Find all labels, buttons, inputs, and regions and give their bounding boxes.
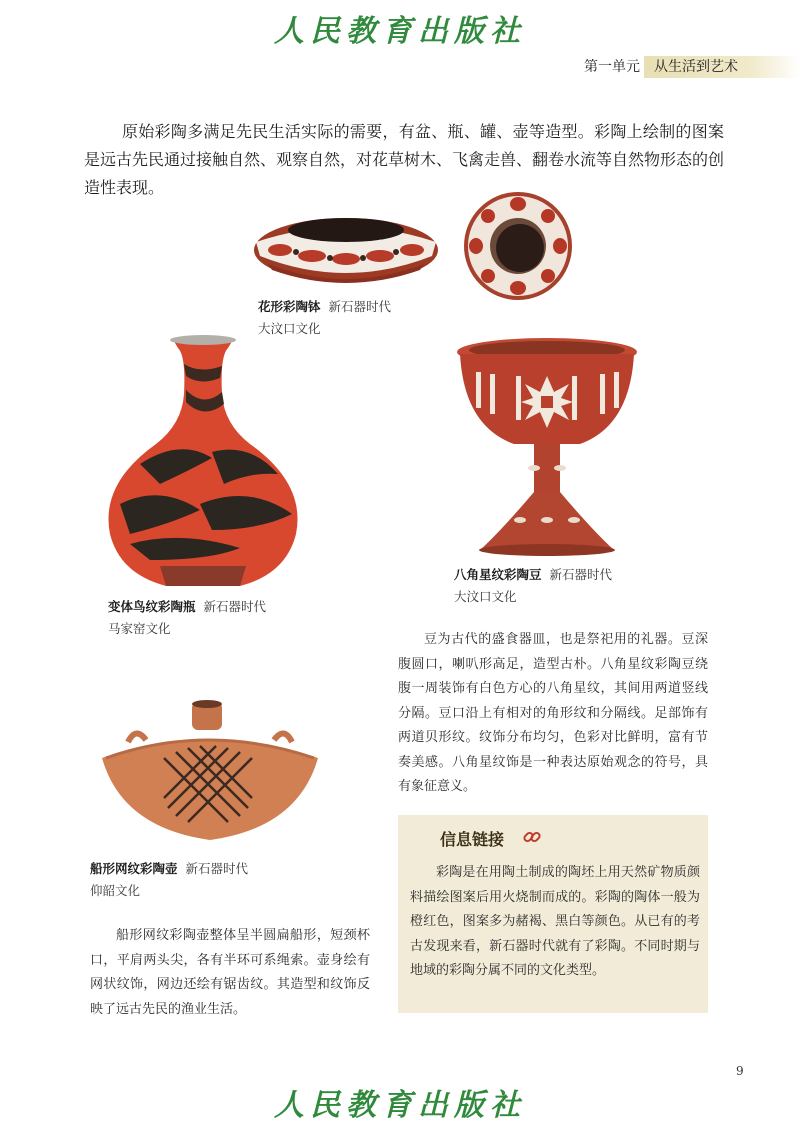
flower-bowl-top-photo xyxy=(462,190,574,302)
artifact-era: 新石器时代 xyxy=(203,599,267,614)
artifact-name: 八角星纹彩陶豆 xyxy=(454,567,542,582)
info-link-title: 信息链接 xyxy=(440,830,505,849)
boat-net-pot-photo xyxy=(98,698,322,846)
artifact-era: 新石器时代 xyxy=(328,299,392,314)
octagonal-star-dou-photo xyxy=(454,336,640,560)
publisher-logo-bottom: 人民教育出版社 xyxy=(274,1088,526,1122)
boat-description: 船形网纹彩陶壶整体呈半圆扁船形，短颈杯口，平肩两头尖，各有半环可系绳索。壶身绘有网状纹饰，网边还绘有锯齿纹。其造型和纹饰反映了远古先民的渔业生活。 xyxy=(90,928,370,1017)
artifact-name: 船形网纹彩陶壶 xyxy=(90,861,178,876)
page-number: 9 xyxy=(736,1064,744,1078)
artifact-culture: 仰韶文化 xyxy=(90,883,141,898)
bird-pattern-vase-photo xyxy=(100,334,306,592)
unit-title: 从生活到艺术 xyxy=(644,56,800,78)
info-link-text: 彩陶是在用陶土制成的陶坯上用天然矿物质颜料描绘图案后用火烧制而成的。彩陶的陶体一般为橙红色，图案多为赭褐、黑白等颜色。从已有的考古发现来看，新石器时代就有了彩陶。不同时期与地域的彩陶分属不同的文化类型。 xyxy=(410,865,700,978)
artifact-culture: 大汶口文化 xyxy=(258,321,321,336)
flower-bowl-side-photo xyxy=(250,204,442,290)
info-link-box xyxy=(398,815,708,1013)
artifact-era: 新石器时代 xyxy=(549,567,613,582)
artifact-name: 花形彩陶钵 xyxy=(258,299,321,314)
unit-number: 第一单元 xyxy=(584,59,640,75)
artifact-culture: 大汶口文化 xyxy=(454,589,517,604)
link-icon xyxy=(522,827,542,847)
intro-paragraph: 原始彩陶多满足先民生活实际的需要，有盆、瓶、罐、壶等造型。彩陶上绘制的图案是远古先民通过接触自然、观察自然，对花草树木、飞禽走兽、翻卷水流等自然物形态的创造性表现。 xyxy=(84,122,725,197)
star-dou-caption xyxy=(454,564,612,608)
boat-pot-caption xyxy=(90,858,248,902)
dou-description: 豆为古代的盛食器皿，也是祭祀用的礼器。豆深腹圆口，喇叭形高足，造型古朴。八角星纹彩陶豆绕腹一周装饰有白色方心的八角星纹，其间用两道竖线分隔。豆口沿上有相对的角形纹和分隔线。足部饰有两道贝形纹。纹饰分布均匀，色彩对比鲜明，富有节奏美感。八角星纹饰是一种表达原始观念的符号，具有象征意义。 xyxy=(398,632,708,794)
publisher-logo-top: 人民教育出版社 xyxy=(274,14,526,49)
artifact-culture: 马家窑文化 xyxy=(108,621,171,636)
bird-vase-caption xyxy=(108,596,266,640)
unit-header xyxy=(578,56,800,78)
artifact-era: 新石器时代 xyxy=(185,861,249,876)
artifact-name: 变体鸟纹彩陶瓶 xyxy=(108,599,196,614)
